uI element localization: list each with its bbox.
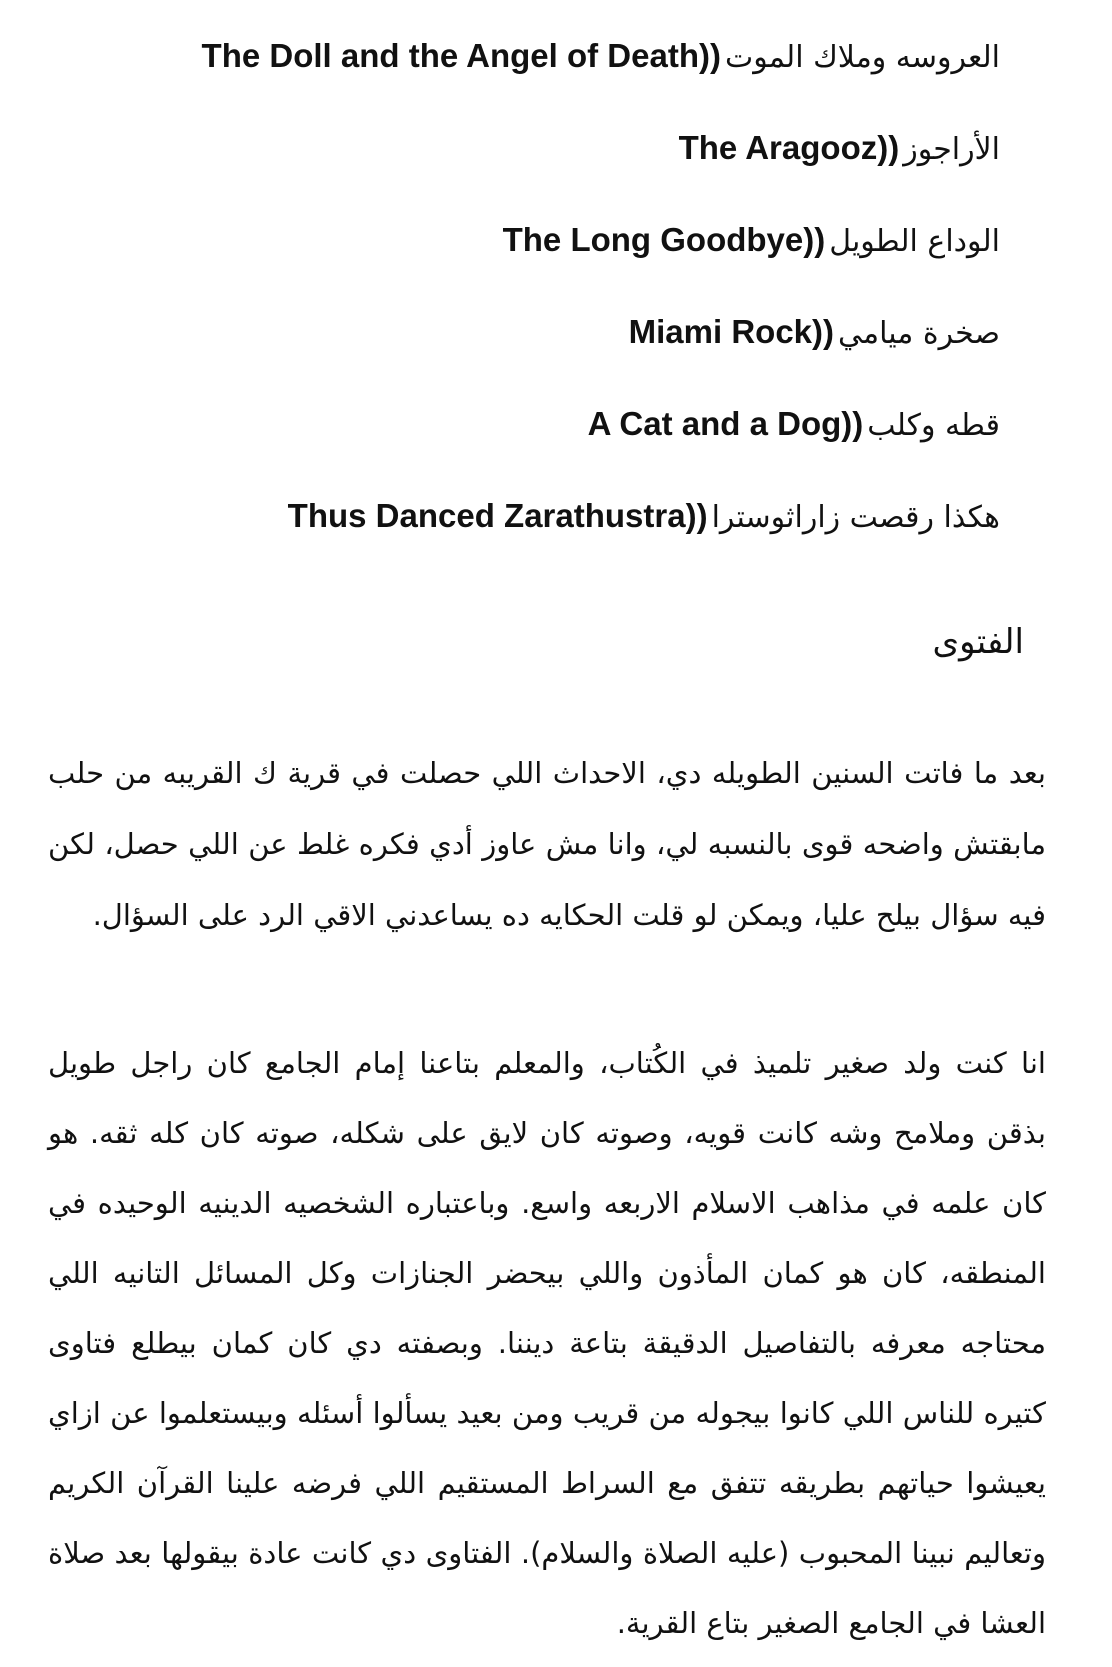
story-title-english: The Aragooz)) [678, 129, 900, 166]
story-title-arabic: العروسه وملاك الموت [724, 40, 1000, 75]
story-title-arabic: الوداع الطويل [829, 224, 1000, 259]
story-title-arabic: قطه وكلب [867, 408, 1000, 443]
section-heading: الفتوى [932, 622, 1024, 662]
story-title-arabic: هكذا رقصت زاراثوسترا [711, 500, 1000, 535]
story-title-item [100, 396, 1000, 488]
body-paragraph: بعد ما فاتت السنين الطويله دي، الاحداث اللي حصلت في قرية ك القريبه من حلب مابقتش واضحه قوى بالنسبه لي، وانا مش عاوز أدي فكره غلط عن اللي حصل، لكن فيه سؤال بيلح عليا، ويمكن لو قلت الحكايه ده يساعدني الاقي الرد على السؤال. [48, 756, 1046, 932]
body-paragraph: انا كنت ولد صغير تلميذ في الكُتاب، والمعلم بتاعنا إمام الجامع كان راجل طويل بذقن وملامح وشه كانت قويه، وصوته كان لايق على شكله، صوته كان كله ثقه. هو كان علمه في مذاهب الاسلام الاربعه واسع. وباعتباره الشخصيه الدينيه الوحيده في المنطقه، كان هو كمان المأذون واللي بيحضر الجنازات وكل المسائل التانيه اللي محتاجه معرفه بالتفاصيل الدقيقة بتاعة ديننا. وبصفته دي كان كمان بيطلع فتاوى كتيره للناس اللي كانوا بيجوله من قريب ومن بعيد يسألوا أسئله وبيستعلموا عن ازاي يعيشوا حياتهم بطريقه تتفق مع السراط المستقيم اللي فرضه علينا القرآن الكريم وتعاليم نبينا المحبوب (عليه الصلاة والسلام). الفتاوى دي كانت عادة بيقولها بعد صلاة العشا في الجامع الصغير بتاع القرية. [48, 1046, 1046, 1640]
story-title-english: A Cat and a Dog)) [587, 405, 864, 442]
story-title-item [100, 212, 1000, 304]
story-title-english: Miami Rock)) [628, 313, 835, 350]
story-title-arabic: صخرة ميامي [838, 316, 1000, 351]
story-title-arabic: الأراجوز [903, 132, 1000, 167]
story-title-english: The Doll and the Angel of Death)) [201, 37, 721, 74]
story-title-item [100, 28, 1000, 120]
story-title-item [100, 488, 1000, 580]
story-title-item [100, 120, 1000, 212]
story-title-list [100, 28, 1000, 580]
story-title-english: Thus Danced Zarathustra)) [287, 497, 708, 534]
story-title-item [100, 304, 1000, 396]
story-title-english: The Long Goodbye)) [502, 221, 826, 258]
